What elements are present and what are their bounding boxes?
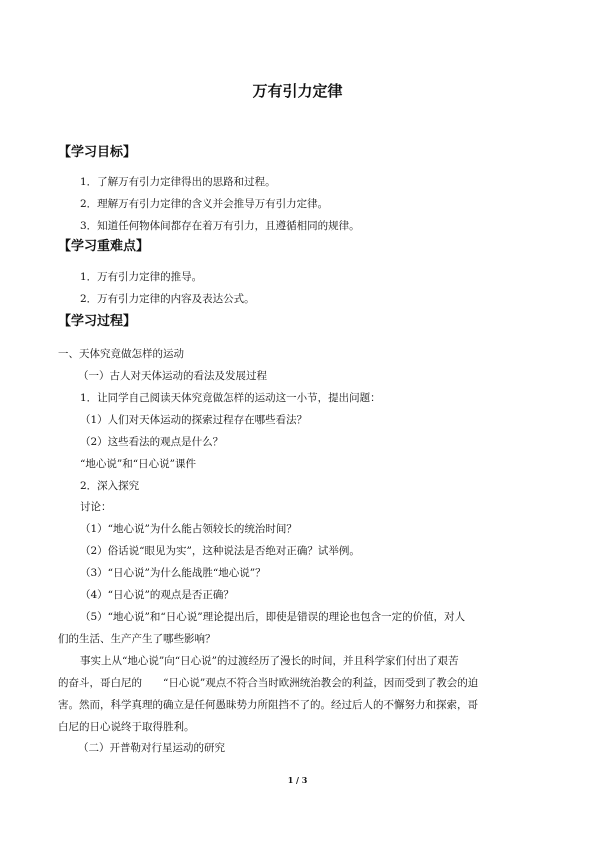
goal-item: 1．了解万有引力定律得出的思路和过程。 xyxy=(80,176,276,188)
process-heading: 【学习过程】 xyxy=(58,314,137,329)
discussion-question: （5）“地心说”和“日心说”理论提出后，即使是错误的理论也包含一定的价值，对人 xyxy=(80,611,466,623)
goal-item: 2．理解万有引力定律的含义并会推导万有引力定律。 xyxy=(80,198,329,210)
paragraph-line: 害。然而，科学真理的确立是任何愚昧势力所阻挡不了的。经过后人的不懈努力和探索，哥 xyxy=(58,699,478,711)
page-title: 万有引力定律 xyxy=(252,82,343,100)
subsection-heading: （二）开普勒对行星运动的研究 xyxy=(78,742,225,754)
paragraph-line: 的奋斗，哥白尼的 “日心说”观点不符合当时欧洲统治教会的利益，因而受到了教会的迫 xyxy=(58,677,479,689)
keypoint-item: 1．万有引力定律的推导。 xyxy=(80,271,203,283)
body-line: 1．让同学自己阅读天体究竟做怎样的运动这一小节，提出问题： xyxy=(80,392,381,404)
discussion-question: （3）“日心说”为什么能战胜“地心说”？ xyxy=(80,567,266,579)
body-line: （1）人们对天体运动的探索过程存在哪些看法？ xyxy=(80,414,308,426)
keypoint-item: 2．万有引力定律的内容及表达公式。 xyxy=(80,293,255,305)
goals-heading: 【学习目标】 xyxy=(58,145,137,160)
body-line: 们的生活、生产产生了哪些影响？ xyxy=(58,633,216,645)
body-line: 2．深入探究 xyxy=(80,480,140,492)
section-heading: 一、天体究竟做怎样的运动 xyxy=(58,348,184,360)
discussion-question: （2）俗话说“眼见为实”，这种说法是否绝对正确？试举例。 xyxy=(80,545,360,557)
body-line: 讨论： xyxy=(80,501,112,513)
subsection-heading: （一）古人对天体运动的看法及发展过程 xyxy=(78,370,267,382)
page-number: 1 / 3 xyxy=(287,775,308,785)
keypoints-heading: 【学习重难点】 xyxy=(58,239,150,254)
goal-item: 3．知道任何物体间都存在着万有引力，且遵循相同的规律。 xyxy=(80,220,360,232)
body-line: （2）这些看法的观点是什么？ xyxy=(80,436,224,448)
paragraph-line: 事实上从“地心说”向“日心说”的过渡经历了漫长的时间，并且科学家们付出了艰苦 xyxy=(80,655,459,667)
paragraph-line: 白尼的日心说终于取得胜利。 xyxy=(58,721,195,733)
discussion-question: （1）“地心说”为什么能占领较长的统治时间？ xyxy=(80,523,297,535)
discussion-question: （4）“日心说”的观点是否正确？ xyxy=(80,589,234,601)
body-line: “地心说”和“日心说”课件 xyxy=(80,458,196,470)
